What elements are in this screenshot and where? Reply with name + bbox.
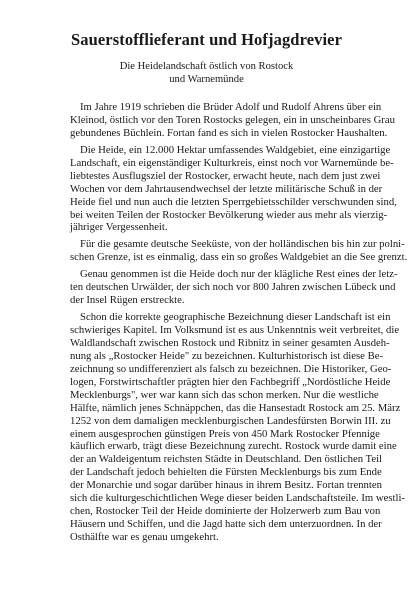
text-line: Heide fiel und nun auch die letzten Sperrgebietsschilder verschwunden sind, (70, 195, 397, 208)
subtitle-line: und Warnemünde (169, 74, 244, 85)
text-line: der Insel Rügen erstreckte. (70, 294, 185, 307)
text-line: Hälfte, nämlich jenes Schnäppchen, das die Hansestadt Rostock am 25. März (70, 401, 401, 414)
text-line: käuflich erwarb, trägt diese Bezeichnung zurecht. Rostock wurde damit eine (70, 440, 397, 453)
text-line: Waldlandschaft zwischen Rostock und Ribnitz in seiner gesamten Ausdeh- (70, 336, 390, 349)
paragraph (60, 143, 397, 235)
text-line: schwieriges Kapitel. Im Volksmund ist es aus Unkenntnis weit verbreitet, die (70, 324, 400, 336)
text-line: Die Heide, ein 12.000 Hektar umfassendes Waldgebiet, eine einzigartige (80, 143, 391, 156)
body-text (60, 101, 408, 548)
text-line: liebtestes Ausflugsziel der Rostocker, erwacht heute, nach dem just zwei (70, 169, 381, 182)
text-line: 1252 von dem damaligen mecklenburgischen Landesfürsten Borwin III. zu (70, 414, 391, 427)
text-line: zeichnung so undifferenziert als falsch zu bezeichnen. Die Historiker, Geo- (70, 362, 392, 375)
text-line: sich die kulturgeschichtlichen Wege dieser beiden Landschaftsteile. Im westli- (70, 492, 405, 505)
text-line: der Monarchie und sogar darüber hinaus in ihrem Besitz. Fortan trennten (70, 479, 382, 492)
paragraph (60, 238, 408, 264)
paragraph (60, 268, 398, 307)
text-line: Landschaft, ein eigenständiger Kulturkreis, einst noch vor Warnemünde be- (70, 156, 394, 169)
text-line: Schon die korrekte geographische Bezeichnung dieser Landschaft ist ein (80, 311, 391, 324)
paragraph (60, 101, 395, 140)
text-line: Wochen vor dem Jahrtausendwechsel der letzte militärische Schuß in der (70, 182, 383, 195)
page-title: Sauerstofflieferant und Hofjagdrevier (70, 30, 343, 49)
text-line: gebundenes Büchlein. Fortan fand es sich in vielen Rostocker Haushalten. (70, 126, 388, 139)
text-line: Häusern und Schiffen, und die Jagd hatte sich dem unterzuordnen. In der (70, 518, 382, 531)
text-line: bei weiten Teilen der Rostocker Bevölkerung wieder aus mehr als vierzig- (70, 208, 388, 221)
text-line: Im Jahre 1919 schrieben die Brüder Adolf und Rudolf Ahrens über ein (80, 101, 382, 113)
text-line: Kleinod, östlich vor den Toren Rostocks gelegen, ein in unscheinbares Grau (70, 113, 395, 126)
text-line: schen Grenze, ist es einmalig, dass ein so großes Waldgebiet an die See grenzt. (70, 251, 408, 264)
subtitle-line: Die Heidelandschaft östlich von Rostock (119, 61, 294, 72)
text-line: chen, Rostocker Teil der Heide dominierte der Holzerwerb zum Bau von (70, 505, 381, 518)
text-line: logen, Forstwirtschaftler prägten hier den Fachbegriff „Nordöstliche Heide (70, 375, 391, 388)
text-line: einem ausgesprochen günstigen Preis von 450 Mark Rostocker Pfennige (70, 427, 380, 440)
text-line: Für die gesamte deutsche Seeküste, von der holländischen bis hin zur polni- (80, 238, 405, 251)
paragraph (60, 311, 405, 544)
text-line: nung als „Rostocker Heide" zu bezeichnen. Kulturhistorisch ist diese Be- (70, 349, 384, 362)
text-line: jähriger Vergessenheit. (70, 221, 168, 234)
text-line: der Landschaft jedoch behielten die Fürsten Mecklenburgs bis zum Ende (70, 466, 382, 479)
text-line: Genau genommen ist die Heide doch nur der klägliche Rest eines der letz- (80, 268, 398, 281)
text-line: Osthälfte war es genau umgekehrt. (70, 531, 219, 543)
text-line: der an Waldeigentum reichsten Städte in Deutschland. Den östlichen Teil (70, 453, 383, 466)
text-line: ten deutschen Urwälder, der sich noch vor 800 Jahren zwischen Lübeck und (70, 281, 396, 294)
subtitle (0, 60, 413, 86)
text-line: Mecklenburgs", wer war kann sich das schon merken. Nur die westliche (70, 388, 379, 401)
